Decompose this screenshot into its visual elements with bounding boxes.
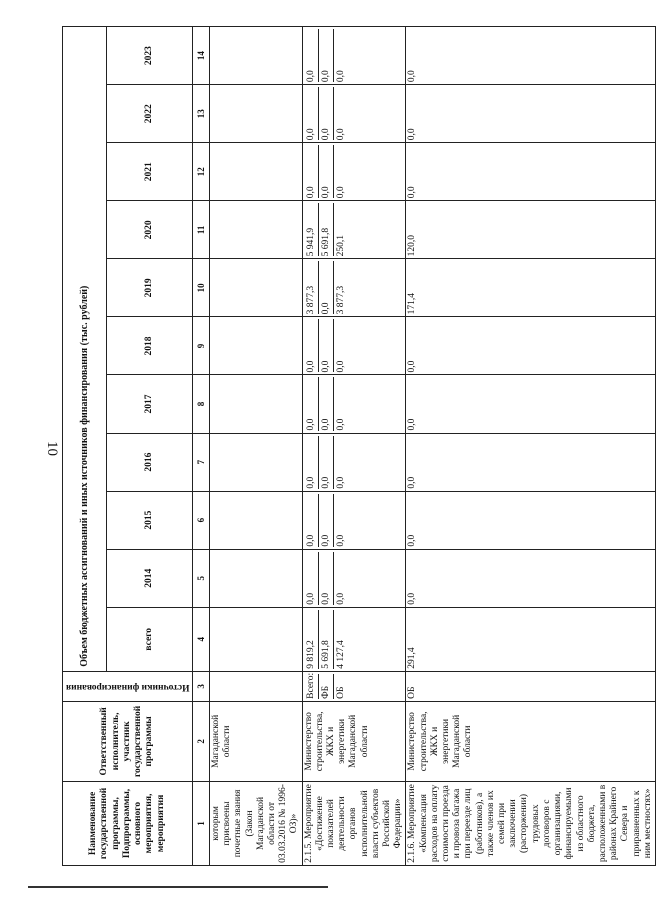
header-year: 2022 (107, 85, 193, 143)
header-year: 2019 (107, 259, 193, 317)
header-source-label: Источники финансирования (65, 681, 190, 692)
value-cell: 0,0 0,0 0,0 (302, 317, 406, 375)
value-cell: 0,0 0,0 0,0 (302, 85, 406, 143)
header-year: 2016 (107, 433, 193, 491)
value-cell: 0,0 (406, 143, 655, 201)
header-year: 2018 (107, 317, 193, 375)
col-number: 10 (193, 259, 210, 317)
header-year-total: всего (107, 607, 193, 671)
col-number: 12 (193, 143, 210, 201)
value-cell: 291,4 (406, 607, 655, 671)
header-year: 2023 (107, 27, 193, 85)
row-name: 2.1.6. Мероприятие «Компенсация расходов на оплату стоимости проезда и провоза багажа при переезде лиц (работников), а также членов их семей при заключении (расторжении) трудовых договоров с организациями, финансируемыми из областного бюджета, расположенными в районах Крайнего Севера и приравненных к ним местностях» (406, 781, 655, 865)
col-number: 9 (193, 317, 210, 375)
value-cell: 171,4 (406, 259, 655, 317)
header-year: 2021 (107, 143, 193, 201)
row-sources: Всего: ФБ ОБ (302, 671, 406, 701)
col-number: 5 (193, 549, 210, 607)
col-number: 4 (193, 607, 210, 671)
rotated-table-wrapper (62, 26, 653, 866)
value-cell: 0,0 (406, 375, 655, 433)
table-row (406, 27, 655, 866)
value-cell: 9 819,2 5 691,8 4 127,4 (302, 607, 406, 671)
header-name-col: Наименование государственной программы, Подпрограммы, основного мероприятия, мероприятия (63, 781, 193, 865)
value-cell: 0,0 0,0 0,0 (302, 143, 406, 201)
row-executor: Министерство строительства, ЖКХ и энергетики Магаданской области (406, 701, 655, 781)
table-row (302, 27, 406, 866)
value-cell: 0,0 0,0 0,0 (302, 27, 406, 85)
header-source-col (63, 671, 193, 701)
table-row (210, 27, 303, 866)
row-source: ОБ (406, 671, 655, 701)
value-cell: 0,0 0,0 0,0 (302, 549, 406, 607)
col-number: 6 (193, 491, 210, 549)
col-number: 13 (193, 85, 210, 143)
header-executor-col: Ответственный исполнитель, участник государственной программы (63, 701, 193, 781)
financing-table (62, 26, 656, 866)
value-cell: 5 941,9 5 691,8 250,1 (302, 201, 406, 259)
header-year: 2020 (107, 201, 193, 259)
value-cell: 0,0 (406, 85, 655, 143)
col-number: 7 (193, 433, 210, 491)
value-cell: 3 877,3 0,0 3 877,3 (302, 259, 406, 317)
row-name: которым присвоены почетные звания (Закон Магаданской области от 03.03.2016 № 1996-ОЗ)» (210, 781, 303, 865)
row-executor: Министерство строительства, ЖКХ и энергетики Магаданской области (302, 701, 406, 781)
col-number: 2 (193, 701, 210, 781)
col-number: 1 (193, 781, 210, 865)
page-number: 10 (44, 441, 60, 456)
value-cell: 0,0 (406, 433, 655, 491)
bottom-rule (28, 886, 328, 888)
document-sheet (62, 26, 653, 866)
value-cell: 0,0 (406, 549, 655, 607)
col-number: 11 (193, 201, 210, 259)
value-cell: 0,0 0,0 0,0 (302, 433, 406, 491)
col-number: 14 (193, 27, 210, 85)
value-cell: 0,0 (406, 317, 655, 375)
col-number: 3 (193, 671, 210, 701)
header-year: 2017 (107, 375, 193, 433)
value-cell: 120,0 (406, 201, 655, 259)
value-cell: 0,0 (406, 491, 655, 549)
row-name: 2.1.5. Мероприятие «Достижение показателей деятельности органов исполнительной власти субъектов Российской Федерации» (302, 781, 406, 865)
value-cell: 0,0 0,0 0,0 (302, 375, 406, 433)
col-number: 8 (193, 375, 210, 433)
row-executor: Магаданской области (210, 701, 303, 781)
value-cell: 0,0 0,0 0,0 (302, 491, 406, 549)
header-year: 2014 (107, 549, 193, 607)
header-volume-group: Объем бюджетных ассигнований и иных источников финансирования (тыс. рублей) (63, 27, 107, 672)
value-cell: 0,0 (406, 27, 655, 85)
header-year: 2015 (107, 491, 193, 549)
